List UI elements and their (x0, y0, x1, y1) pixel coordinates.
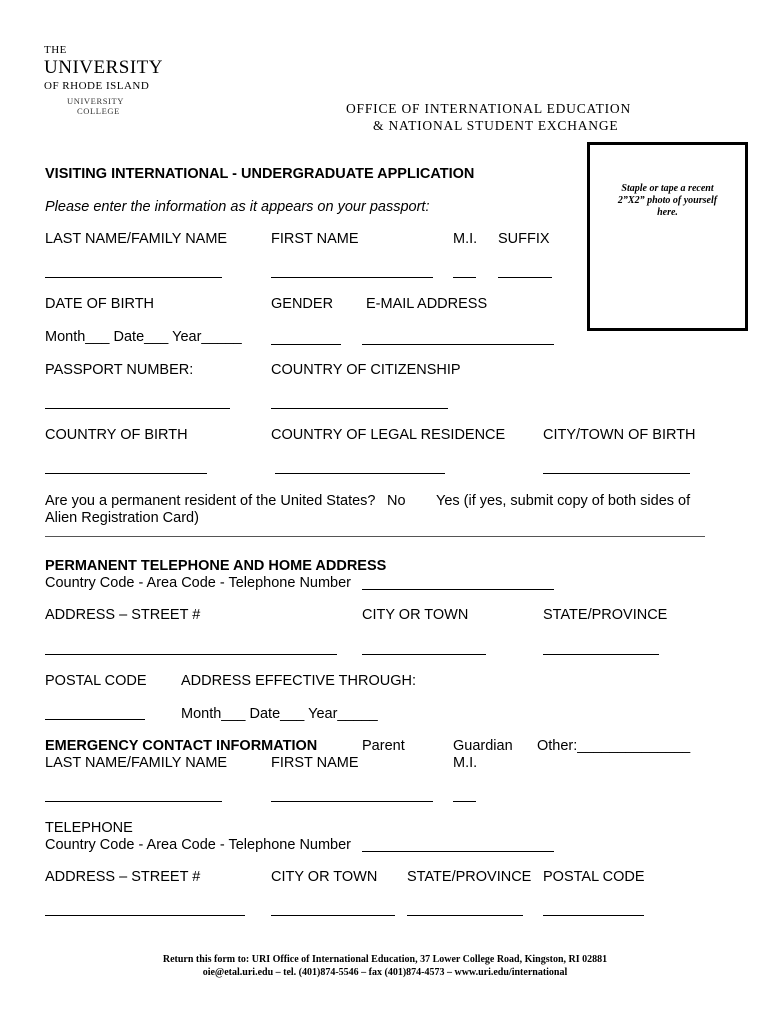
permanent-heading: PERMANENT TELEPHONE AND HOME ADDRESS (45, 558, 387, 574)
country-of-birth-label: COUNTRY OF BIRTH (45, 427, 188, 443)
office-title-line2: & NATIONAL STUDENT EXCHANGE (373, 118, 619, 133)
photo-box (587, 142, 748, 331)
emergency-parent-option[interactable]: Parent (362, 738, 405, 754)
emergency-first-name-label: FIRST NAME (271, 755, 359, 771)
gender-label: GENDER (271, 296, 334, 312)
suffix-field[interactable] (498, 277, 552, 278)
dob-label: DATE OF BIRTH (45, 296, 155, 312)
email-label: E-MAIL ADDRESS (366, 296, 488, 312)
section-divider (45, 536, 705, 537)
mi-label: M.I. (453, 231, 478, 247)
emergency-last-name-label: LAST NAME/FAMILY NAME (45, 755, 228, 771)
city-of-birth-field[interactable] (543, 473, 690, 474)
permanent-state-label: STATE/PROVINCE (543, 607, 668, 623)
suffix-label: SUFFIX (498, 231, 550, 247)
permanent-street-label: ADDRESS – STREET # (45, 607, 201, 623)
email-field[interactable] (362, 344, 554, 345)
citizenship-field[interactable] (271, 408, 448, 409)
footer-contact: oie@etal.uri.edu – tel. (401)874-5546 – fax (401)874-4573 – www.uri.edu/international (202, 967, 568, 978)
passport-number-field[interactable] (45, 408, 230, 409)
perm-resident-no[interactable]: No (387, 493, 406, 509)
emergency-telephone-label: TELEPHONE (45, 820, 133, 836)
emergency-city-field[interactable] (271, 915, 395, 916)
emergency-mi-label: M.I. (453, 755, 478, 771)
country-of-birth-field[interactable] (45, 473, 207, 474)
passport-number-label: PASSPORT NUMBER: (45, 362, 194, 378)
permanent-street-field[interactable] (45, 654, 337, 655)
emergency-state-field[interactable] (407, 915, 523, 916)
footer-return-address: Return this form to: URI Office of International Education, 37 Lower College Road, Kingston, RI 02881 (162, 954, 608, 965)
last-name-field[interactable] (45, 277, 222, 278)
photo-instruction: Staple or tape a recent 2”X2” photo of yourself here. (617, 183, 718, 218)
emergency-other-option[interactable]: Other:______________ (537, 738, 691, 754)
emergency-phone-format: Country Code - Area Code - Telephone Number (45, 837, 352, 853)
permanent-city-field[interactable] (362, 654, 486, 655)
emergency-guardian-option[interactable]: Guardian (453, 738, 513, 754)
emergency-postal-label: POSTAL CODE (543, 869, 645, 885)
logo-of-rhode-island: OF RHODE ISLAND (44, 80, 150, 92)
emergency-state-label: STATE/PROVINCE (407, 869, 532, 885)
mi-field[interactable] (453, 277, 476, 278)
emergency-heading: EMERGENCY CONTACT INFORMATION (45, 738, 318, 754)
address-effective-label: ADDRESS EFFECTIVE THROUGH: (181, 673, 416, 689)
first-name-label: FIRST NAME (271, 231, 359, 247)
gender-field[interactable] (271, 344, 341, 345)
city-of-birth-label: CITY/TOWN OF BIRTH (543, 427, 696, 443)
logo-college-line1: UNIVERSITY (67, 96, 124, 106)
emergency-first-name-field[interactable] (271, 801, 433, 802)
emergency-postal-field[interactable] (543, 915, 644, 916)
permanent-state-field[interactable] (543, 654, 659, 655)
emergency-street-label: ADDRESS – STREET # (45, 869, 201, 885)
first-name-field[interactable] (271, 277, 433, 278)
permanent-city-label: CITY OR TOWN (362, 607, 469, 623)
emergency-mi-field[interactable] (453, 801, 476, 802)
emergency-street-field[interactable] (45, 915, 245, 916)
logo-college-line2: COLLEGE (77, 106, 120, 116)
permanent-phone-label: Country Code - Area Code - Telephone Number (45, 575, 352, 591)
address-effective-field[interactable]: Month___ Date___ Year_____ (181, 706, 378, 722)
office-title-line1: OFFICE OF INTERNATIONAL EDUCATION (346, 101, 632, 116)
permanent-phone-field[interactable] (362, 589, 554, 590)
form-instruction: Please enter the information as it appears on your passport: (45, 199, 430, 215)
emergency-phone-field[interactable] (362, 851, 554, 852)
dob-field[interactable]: Month___ Date___ Year_____ (45, 329, 242, 345)
emergency-city-label: CITY OR TOWN (271, 869, 378, 885)
perm-resident-yes[interactable]: Yes (if yes, submit copy of both sides of (436, 493, 691, 509)
permanent-postal-field[interactable] (45, 719, 145, 720)
alien-card-note: Alien Registration Card) (45, 510, 199, 526)
permanent-postal-label: POSTAL CODE (45, 673, 147, 689)
last-name-label: LAST NAME/FAMILY NAME (45, 231, 228, 247)
perm-resident-question: Are you a permanent resident of the United States? (45, 493, 376, 509)
legal-residence-field[interactable] (275, 473, 445, 474)
citizenship-label: COUNTRY OF CITIZENSHIP (271, 362, 461, 378)
legal-residence-label: COUNTRY OF LEGAL RESIDENCE (271, 427, 506, 443)
form-title: VISITING INTERNATIONAL - UNDERGRADUATE APPLICATION (45, 166, 475, 182)
emergency-last-name-field[interactable] (45, 801, 222, 802)
logo-university: UNIVERSITY (44, 57, 163, 78)
logo-the: THE (44, 44, 67, 56)
